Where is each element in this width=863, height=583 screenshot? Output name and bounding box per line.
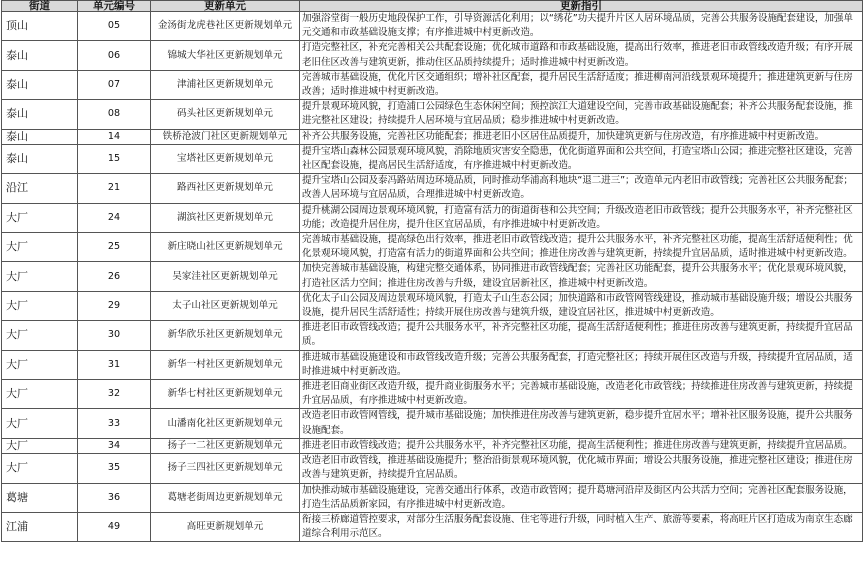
renewal-guide-cell: 改造老旧市政管网管线，提升城市基础设施；加快推进住房改善与建筑更新，稳步提升宜居水平；增补社区服务设施，提升公共服务设施配套。: [300, 409, 863, 438]
street-cell: 大厂: [2, 233, 78, 262]
renewal-guide-cell: 打造完整社区，补充完善相关公共配套设施；优化城市道路和市政基础设施，提高出行效率，推进老旧市政管线改造升级；有序开展老旧住区改善与建筑更新，推动住区品质持续提升；适时推进城中村更新改造。: [300, 41, 863, 70]
renewal-unit-cell: 吴家洼社区更新规划单元: [151, 262, 300, 291]
unit-code-cell: 35: [78, 454, 151, 483]
street-cell: 泰山: [2, 100, 78, 129]
renewal-unit-cell: 新华欣乐社区更新规划单元: [151, 321, 300, 350]
street-cell: 泰山: [2, 41, 78, 70]
street-cell: 大厂: [2, 409, 78, 438]
unit-code-cell: 36: [78, 483, 151, 512]
renewal-guide-cell: 加强浴堂街一般历史地段保护工作，引导资源活化利用；以“绣花”功夫提升片区人居环境品质，完善公共服务设施配套建设，加强单元交通和市政基础设施支撑；有序推进城中村更新改造。: [300, 12, 863, 41]
table-row: [2, 144, 863, 173]
table-header-row: [2, 1, 863, 12]
renewal-unit-cell: 湖滨社区更新规划单元: [151, 203, 300, 232]
table-row: [2, 321, 863, 350]
renewal-guide-cell: 加快完善城市基础设施，构建完整交通体系，协同推进市政管线配套；完善社区功能配套，提升公共服务水平；优化景观环境风貌，打造社区活力空间；推进住房改善与升级，建设宜居新社区，推进城中村更新改造。: [300, 262, 863, 291]
street-cell: 大厂: [2, 438, 78, 453]
street-cell: 泰山: [2, 129, 78, 144]
renewal-guide-cell: 提升桃湖公园周边景观环境风貌，打造富有活力的街道街巷和公共空间；升级改造老旧市政管线；提升公共服务水平，补齐完整社区功能；改造提升居住房，提升住区宜居品质，有序推进城中村更新改造。: [300, 203, 863, 232]
table-row: [2, 12, 863, 41]
table-row: [2, 380, 863, 409]
table-row: [2, 203, 863, 232]
unit-code-cell: 05: [78, 12, 151, 41]
table-row: [2, 512, 863, 541]
street-cell: 大厂: [2, 380, 78, 409]
header-renewal-guide: 更新指引: [300, 1, 863, 12]
unit-code-cell: 24: [78, 203, 151, 232]
table-row: [2, 438, 863, 453]
unit-code-cell: 25: [78, 233, 151, 262]
street-cell: 大厂: [2, 321, 78, 350]
renewal-unit-cell: 锦城大华社区更新规划单元: [151, 41, 300, 70]
header-unit-code: 单元编号: [78, 1, 151, 12]
street-cell: 大厂: [2, 291, 78, 320]
renewal-unit-cell: 扬子三四社区更新规划单元: [151, 454, 300, 483]
table-row: [2, 70, 863, 99]
table-row: [2, 129, 863, 144]
street-cell: 泰山: [2, 70, 78, 99]
table-row: [2, 350, 863, 379]
street-cell: 大厂: [2, 203, 78, 232]
unit-code-cell: 21: [78, 174, 151, 203]
unit-code-cell: 06: [78, 41, 151, 70]
unit-code-cell: 33: [78, 409, 151, 438]
renewal-guide-cell: 推进老旧商业街区改造升级，提升商业街服务水平；完善城市基础设施，改造老化市政管线；持续推进住房改善与建筑更新，持续提升宜居品质，有序推进城中村更新改造。: [300, 380, 863, 409]
renewal-unit-cell: 新庄晓山社区更新规划单元: [151, 233, 300, 262]
renewal-unit-cell: 宝塔社区更新规划单元: [151, 144, 300, 173]
renewal-guide-cell: 完善城市基础设施，提高绿色出行效率，推进老旧市政管线改造；提升公共服务水平，补齐完整社区功能，提高生活舒适便利性；优化景观环境风貌，打造富有活力的街道界面和公共空间；推进住房改善与建筑更新，持续提升宜居品质，适时推进城中村更新改造。: [300, 233, 863, 262]
renewal-guide-cell: 推进城市基础设施建设和市政管线改造升级；完善公共服务配套，打造完整社区；持续开展住区改造与升级，持续提升宜居品质，适时推进城中村更新改造。: [300, 350, 863, 379]
renewal-guide-cell: 改造老旧市政管线，推进基础设施提升；整治沿街景观环境风貌，优化城市界面；增设公共服务设施，推进完整社区建设；推进住房改善与建筑更新，持续提升宜居品质。: [300, 454, 863, 483]
renewal-guide-cell: 推进老旧市政管线改造；提升公共服务水平，补齐完整社区功能，提高生活舒适便利性；推进住房改善与建筑更新，持续提升宜居品质。: [300, 321, 863, 350]
unit-code-cell: 14: [78, 129, 151, 144]
street-cell: 泰山: [2, 144, 78, 173]
renewal-unit-cell: 金汤街龙虎巷社区更新规划单元: [151, 12, 300, 41]
renewal-guide-cell: 完善城市基础设施，优化片区交通组织；增补社区配套，提升居民生活舒适度；推进柳南河沿线景观环境提升；推进建筑更新与住房改善；适时推进城中村更新改造。: [300, 70, 863, 99]
street-cell: 大厂: [2, 350, 78, 379]
renewal-unit-cell: 山潘南化社区更新规划单元: [151, 409, 300, 438]
table-row: [2, 100, 863, 129]
street-cell: 大厂: [2, 454, 78, 483]
unit-code-cell: 08: [78, 100, 151, 129]
street-cell: 顶山: [2, 12, 78, 41]
street-cell: 江浦: [2, 512, 78, 541]
renewal-guide-cell: 提升宝塔山森林公园景观环境风貌，消除地质灾害安全隐患，优化街道界面和公共空间，打造宝塔山公园；推进完整社区建设，完善社区配套设施，提高居民生活舒适度，有序推进城中村更新改造。: [300, 144, 863, 173]
renewal-guide-cell: 提升景观环境风貌，打造浦口公园绿色生态休闲空间；预控滨江大道建设空间，完善市政基础设施配套；补齐公共服务配套设施，推进完整社区建设；持续提升人居环境与宜居品质；稳步推进城中村更新改造。: [300, 100, 863, 129]
table-row: [2, 41, 863, 70]
unit-code-cell: 30: [78, 321, 151, 350]
table-row: [2, 454, 863, 483]
renewal-unit-cell: 路西社区更新规划单元: [151, 174, 300, 203]
table-row: [2, 233, 863, 262]
table-row: [2, 262, 863, 291]
unit-code-cell: 49: [78, 512, 151, 541]
renewal-guide-cell: 提升宝塔山公园及泰冯路站周边环境品质，同时推动华浦高科地块“退二进三”；改造单元内老旧市政管线；完善社区公共服务配套；改善人居环境与宜居品质，合理推进城中村更新改造。: [300, 174, 863, 203]
header-street: 街道: [2, 1, 78, 12]
renewal-unit-cell: 扬子一二社区更新规划单元: [151, 438, 300, 453]
renewal-unit-cell: 太子山社区更新规划单元: [151, 291, 300, 320]
street-cell: 大厂: [2, 262, 78, 291]
table-row: [2, 409, 863, 438]
street-cell: 沿江: [2, 174, 78, 203]
renewal-unit-cell: 新华一村社区更新规划单元: [151, 350, 300, 379]
unit-code-cell: 34: [78, 438, 151, 453]
renewal-unit-cell: 津浦社区更新规划单元: [151, 70, 300, 99]
unit-code-cell: 32: [78, 380, 151, 409]
header-renewal-unit: 更新单元: [151, 1, 300, 12]
unit-code-cell: 07: [78, 70, 151, 99]
street-cell: 葛塘: [2, 483, 78, 512]
unit-code-cell: 29: [78, 291, 151, 320]
renewal-unit-cell: 葛塘老街周边更新规划单元: [151, 483, 300, 512]
renewal-guide-cell: 推进老旧市政管线改造；提升公共服务水平，补齐完整社区功能，提高生活便利性；推进住房改善与建筑更新，持续提升宜居品质。: [300, 438, 863, 453]
table-row: [2, 483, 863, 512]
renewal-guide-cell: 加快推动城市基础设施建设，完善交通出行体系，改造市政管网；提升葛塘河沿岸及街区内公共活力空间；完善社区配套服务设施，打造生活品质新家园，有序推进城中村更新改造。: [300, 483, 863, 512]
renewal-units-table: [1, 0, 863, 542]
unit-code-cell: 15: [78, 144, 151, 173]
renewal-unit-cell: 新华七村社区更新规划单元: [151, 380, 300, 409]
renewal-unit-cell: 铁桥沧波门社区更新规划单元: [151, 129, 300, 144]
unit-code-cell: 31: [78, 350, 151, 379]
table-row: [2, 291, 863, 320]
renewal-unit-cell: 码头社区更新规划单元: [151, 100, 300, 129]
renewal-guide-cell: 补齐公共服务设施，完善社区功能配套；推进老旧小区居住品质提升，加快建筑更新与住房改造，有序推进城中村更新改造。: [300, 129, 863, 144]
renewal-guide-cell: 优化太子山公园及周边景观环境风貌，打造太子山生态公园；加快道路和市政管网管线建设，推动城市基础设施升级；增设公共服务设施，提升居民生活舒适性；持续开展住房改善与建筑升级，建设宜居社区，推进城中村更新改造。: [300, 291, 863, 320]
renewal-guide-cell: 衔接三桥廊道管控要求，对部分生活服务配套设施、住宅等进行升级，同时植入生产、旅游等要素，将高旺片区打造成为南京生态廊道综合利用示范区。: [300, 512, 863, 541]
unit-code-cell: 26: [78, 262, 151, 291]
table-row: [2, 174, 863, 203]
renewal-unit-cell: 高旺更新规划单元: [151, 512, 300, 541]
